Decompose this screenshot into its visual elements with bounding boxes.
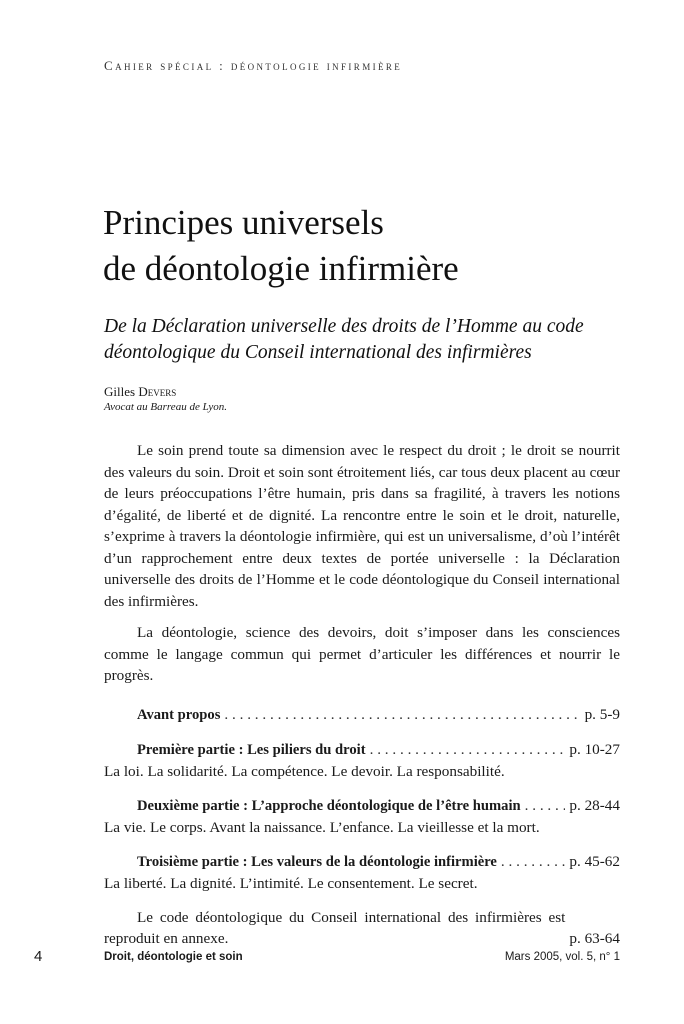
abstract-paragraph-2: La déontologie, science des devoirs, doit s’imposer dans les consciences comme le langage commun qui permet d’articuler les différences et nourrir le progrès.	[104, 624, 620, 684]
page-number: 4	[34, 948, 43, 965]
toc-page: p. 45-62	[569, 852, 620, 870]
annex-note	[104, 907, 620, 950]
toc-line	[104, 739, 620, 762]
dot-leader	[525, 795, 566, 817]
toc-label: Deuxième partie : L’approche déontologique de l’être humain	[137, 797, 521, 814]
toc-entry	[104, 851, 620, 895]
toc-page: p. 10-27	[569, 740, 620, 758]
annex-text: Le code déontologique du Conseil international des infirmières est reproduit en annexe.	[104, 908, 566, 947]
toc-label: Première partie : Les piliers du droit	[137, 741, 366, 758]
toc-entry	[104, 704, 620, 727]
dot-leader	[370, 739, 566, 761]
abstract	[104, 440, 620, 697]
toc-page: p. 5-9	[584, 706, 620, 723]
table-of-contents	[104, 704, 620, 950]
running-head: Cahier spécial : déontologie infirmière	[104, 58, 403, 73]
dot-leader	[501, 851, 565, 873]
toc-description: La liberté. La dignité. L’intimité. Le consentement. Le secret.	[104, 875, 478, 892]
article-title	[103, 200, 623, 292]
article-subtitle: De la Déclaration universelle des droits de l’Homme au code déontologique du Conseil international des infirmières	[104, 316, 584, 363]
author-first-name: Gilles	[104, 384, 136, 399]
toc-line	[104, 851, 620, 874]
toc-label: Troisième partie : Les valeurs de la déontologie infirmière	[137, 853, 497, 870]
annex-line	[104, 907, 620, 950]
title-line-2: de déontologie infirmière	[103, 249, 459, 288]
annex-page: p. 63-64	[569, 930, 620, 947]
toc-description: La vie. Le corps. Avant la naissance. L’enfance. La vieillesse et la mort.	[104, 819, 540, 836]
journal-name: Droit, déontologie et soin	[104, 951, 243, 963]
toc-description: La loi. La solidarité. La compétence. Le devoir. La responsabilité.	[104, 763, 505, 780]
toc-line	[104, 795, 620, 818]
toc-page: p. 28-44	[569, 796, 620, 814]
toc-entry	[104, 795, 620, 839]
toc-line	[104, 704, 620, 727]
author	[104, 384, 176, 400]
title-line-1: Principes universels	[103, 203, 384, 242]
issue-info: Mars 2005, vol. 5, n° 1	[504, 951, 620, 963]
author-last-name: Devers	[138, 384, 177, 399]
author-affiliation: Avocat au Barreau de Lyon.	[104, 401, 227, 413]
dot-leader	[224, 704, 580, 726]
toc-entry	[104, 739, 620, 783]
abstract-paragraph-1: Le soin prend toute sa dimension avec le respect du droit ; le droit se nourrit des valeurs du soin. Droit et soin sont étroitement liés, car tous deux placent au cœur de leurs préoccupations l’être humain, pris dans sa fragilité, à travers les notions d’égalité, de liberté et de dignité. La rencontre entre le soin et le droit, naturelle, s’exprime à travers la déontologie infirmière, qui est un universalisme, d’où l’intérêt d’un rapprochement entre deux textes de portée universelle : la Déclaration universelle des droits de l’Homme et le code déontologique du Conseil international des infirmières.	[104, 442, 620, 610]
toc-label: Avant propos	[137, 707, 221, 723]
